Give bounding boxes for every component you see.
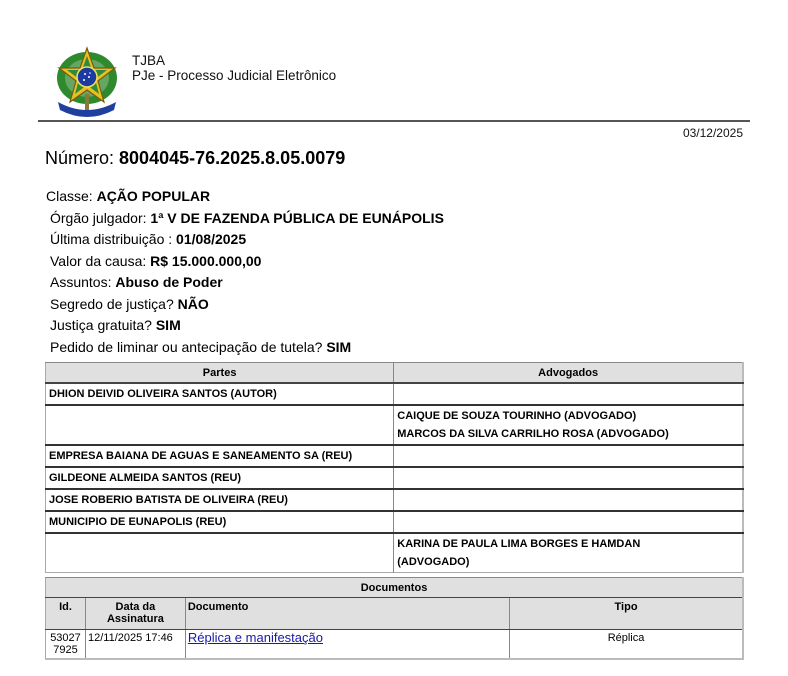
id-header: Id. [46, 598, 86, 630]
documentos-title: Documentos [46, 578, 744, 598]
brasao-republica-icon [52, 44, 122, 118]
org-line-tjba: TJBA [132, 53, 166, 68]
process-info [46, 186, 444, 358]
numero-label: Número: [45, 148, 120, 168]
classe-row [46, 186, 444, 208]
gratuita-row [46, 315, 444, 337]
parte-cell: GILDEONE ALMEIDA SANTOS (REU) [46, 467, 394, 489]
segredo-label: Segredo de justiça? [50, 295, 178, 312]
partes-table [45, 362, 744, 573]
advogado-name: (ADVOGADO) [397, 556, 470, 568]
advogados-cell [394, 489, 743, 511]
id-cell [46, 630, 86, 660]
documento-link[interactable]: Réplica e manifestação [187, 630, 323, 645]
assuntos-row [46, 272, 444, 294]
table-row [46, 489, 744, 511]
tipo-cell: Réplica [510, 630, 743, 660]
classe-value: AÇÃO POPULAR [96, 188, 211, 204]
data-assinatura-header [85, 598, 185, 630]
liminar-label: Pedido de liminar ou antecipação de tutela? [50, 338, 327, 355]
table-row [46, 445, 744, 467]
data-cell: 12/11/2025 17:46 [85, 630, 185, 660]
parte-cell: DHION DEIVID OLIVEIRA SANTOS (AUTOR) [46, 383, 394, 405]
org-line-pje: PJe - Processo Judicial Eletrônico [132, 68, 337, 83]
table-row [46, 511, 744, 533]
gratuita-label: Justiça gratuita? [50, 317, 156, 333]
partes-header: Partes [46, 363, 394, 384]
documento-header: Documento [185, 598, 509, 630]
assuntos-label: Assuntos: [50, 274, 116, 290]
id-line1: 53027 [50, 632, 81, 644]
documento-cell [185, 630, 509, 660]
advogados-cell [394, 533, 743, 573]
documentos-header-row [46, 598, 744, 630]
advogado-name: MARCOS DA SILVA CARRILHO ROSA (ADVOGADO) [397, 428, 669, 440]
valor-value: R$ 15.000.000,00 [150, 252, 262, 269]
gratuita-value: SIM [155, 317, 181, 333]
liminar-row [46, 337, 444, 359]
table-row [46, 383, 744, 405]
process-number [45, 148, 345, 169]
advogados-cell [394, 405, 743, 445]
distribuicao-label: Última distribuição : [50, 231, 177, 247]
header-divider [38, 120, 750, 122]
advogados-header: Advogados [394, 363, 743, 384]
orgao-value: 1ª V DE FAZENDA PÚBLICA DE EUNÁPOLIS [150, 209, 444, 226]
page-header [0, 0, 788, 122]
parte-cell: EMPRESA BAIANA DE AGUAS E SANEAMENTO SA (REU) [46, 445, 394, 467]
distribuicao-value: 01/08/2025 [176, 231, 247, 247]
table-row [46, 467, 744, 489]
organization-name [132, 53, 336, 83]
orgao-label: Órgão julgador: [50, 209, 151, 226]
table-row [46, 630, 744, 660]
advogados-cell [394, 383, 743, 405]
orgao-row [46, 208, 444, 230]
data-header-line2: Assinatura [106, 613, 164, 625]
table-row [46, 405, 744, 445]
distribuicao-row [46, 229, 444, 251]
advogados-cell [394, 467, 743, 489]
parte-cell: JOSE ROBERIO BATISTA DE OLIVEIRA (REU) [46, 489, 394, 511]
tipo-header: Tipo [510, 598, 743, 630]
documentos-table [45, 577, 744, 660]
valor-label: Valor da causa: [50, 252, 151, 269]
numero-value: 8004045-76.2025.8.05.0079 [119, 148, 346, 168]
assuntos-value: Abuso de Poder [115, 274, 223, 290]
advogados-cell [394, 511, 743, 533]
advogados-cell [394, 445, 743, 467]
valor-row [46, 251, 444, 273]
partes-header-row [46, 363, 744, 384]
classe-label: Classe: [46, 188, 97, 204]
document-date: 03/12/2025 [682, 126, 743, 140]
segredo-row [46, 294, 444, 316]
parte-cell [46, 533, 394, 573]
data-header-line1: Data da [115, 601, 156, 613]
segredo-value: NÃO [177, 295, 209, 312]
parte-cell [46, 405, 394, 445]
advogado-name: CAIQUE DE SOUZA TOURINHO (ADVOGADO) [397, 410, 637, 422]
advogado-name: KARINA DE PAULA LIMA BORGES E HAMDAN [397, 538, 641, 550]
parte-cell: MUNICIPIO DE EUNAPOLIS (REU) [46, 511, 394, 533]
id-line2: 7925 [53, 644, 78, 656]
table-row [46, 533, 744, 573]
documentos-title-row [46, 578, 744, 598]
liminar-value: SIM [326, 338, 352, 355]
